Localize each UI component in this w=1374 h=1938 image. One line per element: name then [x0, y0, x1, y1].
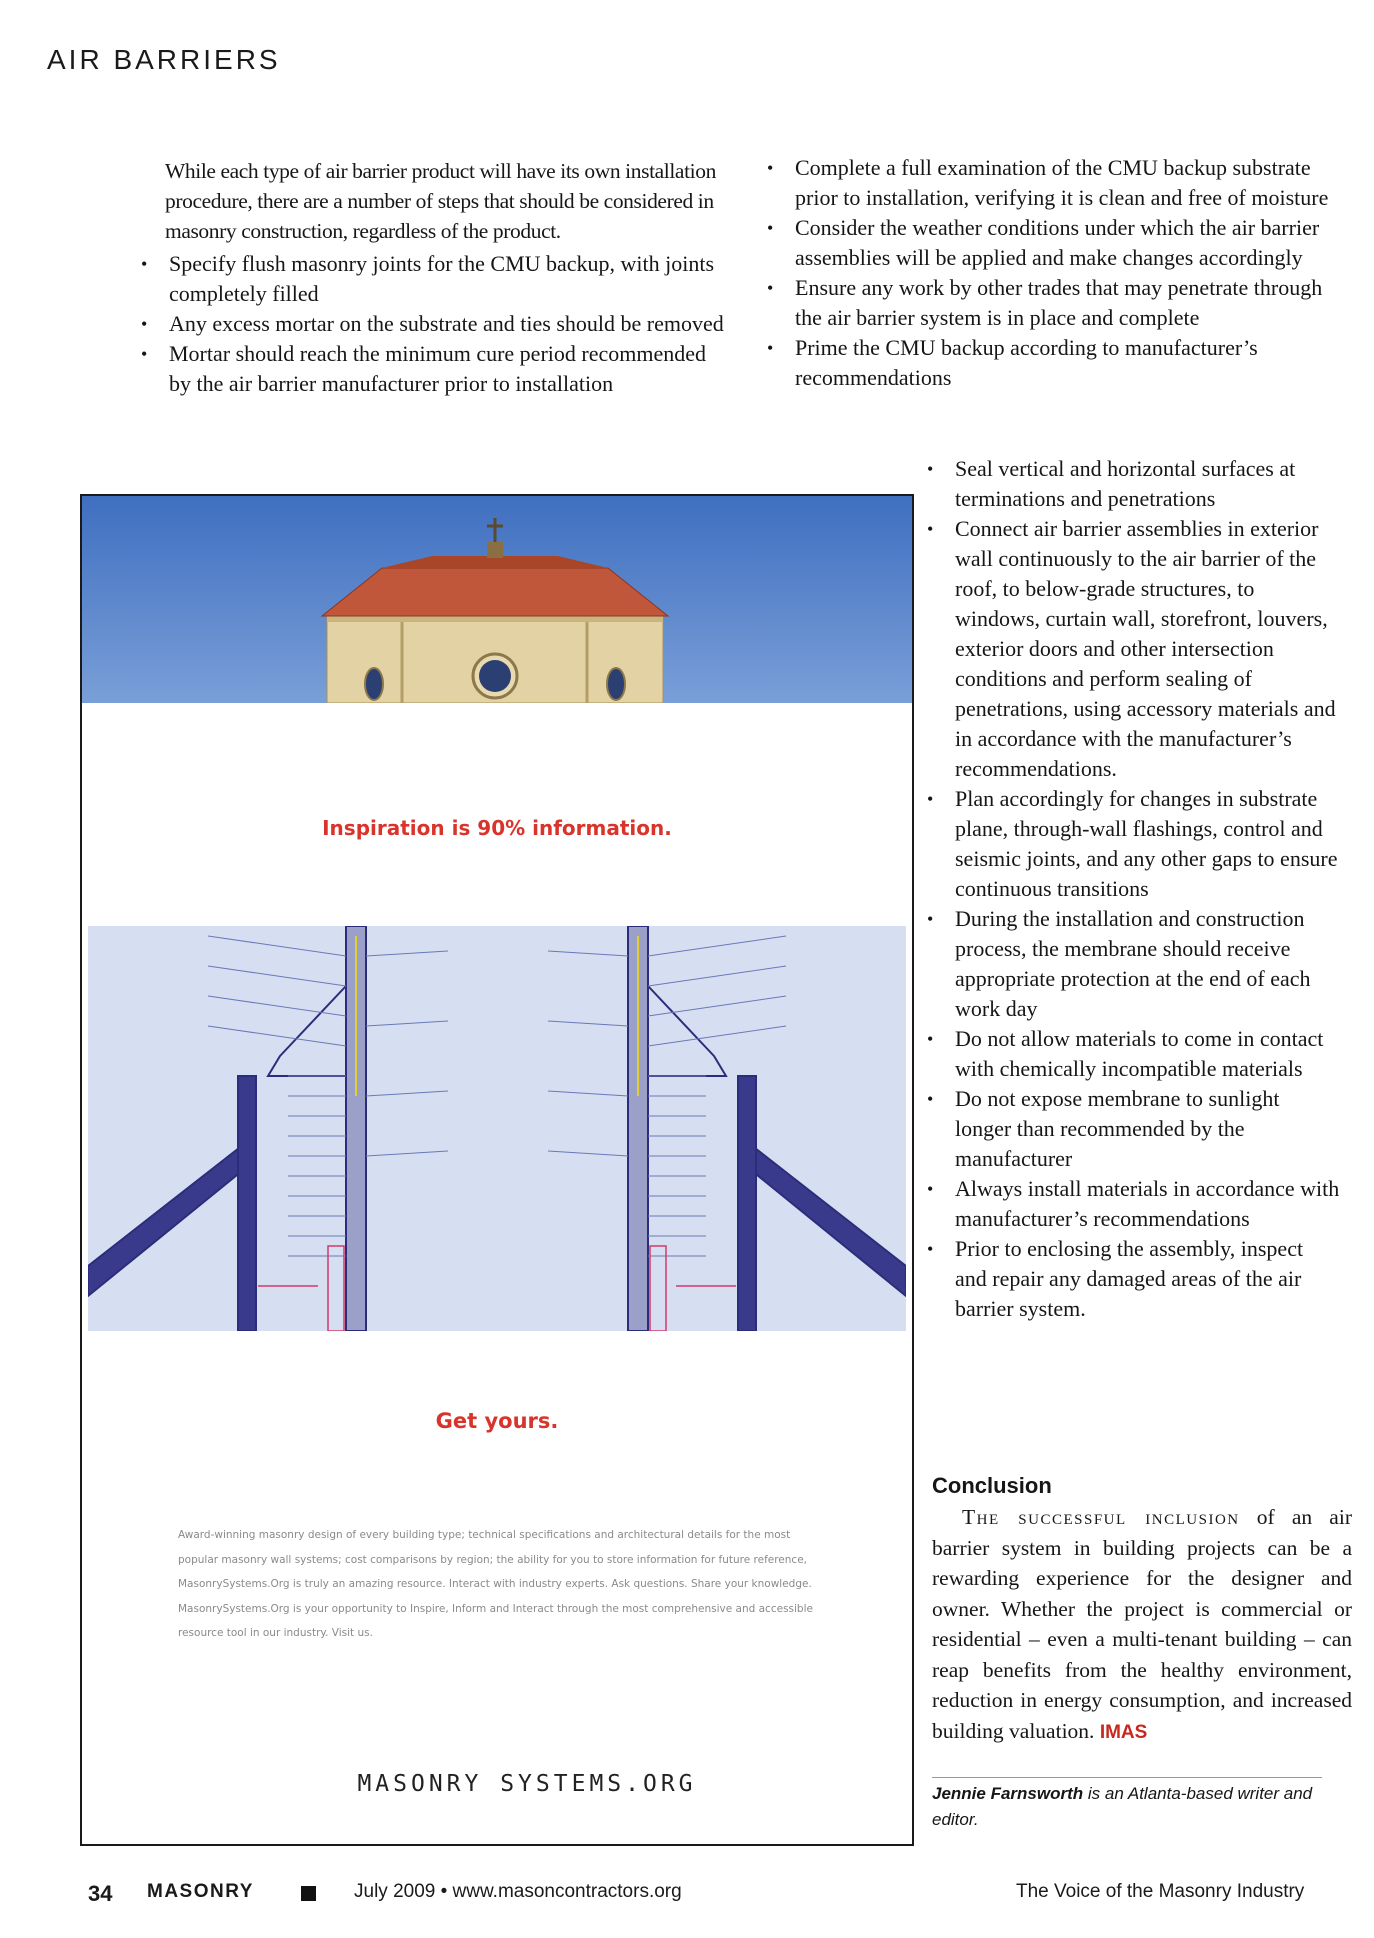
- advertisement[interactable]: [80, 494, 914, 1846]
- list-item: • Mortar should reach the minimum cure period recommended by the air barrier manufacturer prior to installation: [169, 339, 729, 399]
- ad-body-text: Award-winning masonry design of every building type; technical specifications and architectural details for the most popular masonry wall systems; cost comparisons by region; the ability for you to store information for future reference, MasonrySystems.Org is truly an amazing resource. Interact with industry experts. Ask questions. Share your knowledge. MasonrySystems.Org is your opportunity to Inspire, Inform and Interact through the most comprehensive and accessible resource tool in our industry. Visit us.: [178, 1529, 813, 1639]
- list-item: • Always install materials in accordance with manufacturer’s recommendations: [955, 1174, 1340, 1234]
- author-name: Jennie Farnsworth: [932, 1784, 1084, 1803]
- masonry-systems-logo[interactable]: MASONRY SYSTEMS.ORG: [357, 1771, 697, 1797]
- list-item: • Prior to enclosing the assembly, inspect and repair any damaged areas of the air barrier system.: [955, 1234, 1340, 1324]
- ad-cta: Get yours.: [435, 1409, 559, 1433]
- list-item: • Ensure any work by other trades that may penetrate through the air barrier system is in place and complete: [795, 273, 1335, 333]
- ad-headline: Inspiration is 90% information.: [322, 816, 672, 840]
- list-item: • Connect air barrier assemblies in exterior wall continuously to the air barrier of the roof, to below-grade structures, to windows, curtain wall, storefront, louvers, exterior doors and other intersection conditions and perform sealing of penetrations, using accessory materials and in accordance with the manufacturer’s recommendations.: [955, 514, 1340, 784]
- author-bio: is an Atlanta-based writer and editor.: [932, 1784, 1313, 1829]
- conclusion-paragraph: [932, 1502, 1352, 1748]
- steps-list-left: [169, 249, 729, 399]
- list-item: • During the installation and construction process, the membrane should receive appropriate protection at the end of each work day: [955, 904, 1340, 1024]
- steps-list-right: [955, 454, 1340, 1324]
- steps-list-right-top: [795, 153, 1335, 393]
- conclusion-lead: The successful inclusion: [962, 1505, 1240, 1529]
- end-mark: IMAS: [1099, 1721, 1148, 1743]
- list-item: • Any excess mortar on the substrate and ties should be removed: [169, 309, 729, 339]
- byline-divider: [932, 1777, 1322, 1778]
- magazine-name: MASONRY: [147, 1881, 254, 1902]
- footer-square-icon: [301, 1886, 316, 1901]
- ad-sky-photo: [82, 496, 912, 703]
- page-number: 34: [88, 1881, 113, 1906]
- list-item: • Do not expose membrane to sunlight longer than recommended by the manufacturer: [955, 1084, 1340, 1174]
- list-item: • Plan accordingly for changes in substrate plane, through-wall flashings, control and seismic joints, and any other gaps to ensure continuous transitions: [955, 784, 1340, 904]
- magazine-tagline: The Voice of the Masonry Industry: [1016, 1881, 1305, 1902]
- list-item: • Specify flush masonry joints for the CMU backup, with joints completely filled: [169, 249, 729, 309]
- conclusion-text: of an air barrier system in building projects can be a rewarding experience for the designer and owner. Whether the project is commercial or residential – even a multi-tenant building – can reap benefits from the healthy environment, reduction in energy consumption, and increased building valuation.: [932, 1505, 1352, 1743]
- issue-date-url: July 2009 • www.masoncontractors.org: [354, 1881, 682, 1902]
- conclusion-heading: Conclusion: [932, 1473, 1052, 1498]
- dome-illustration: [82, 496, 912, 703]
- section-header: AIR BARRIERS: [47, 44, 281, 75]
- list-item: • Do not allow materials to come in contact with chemically incompatible materials: [955, 1024, 1340, 1084]
- author-byline: [932, 1781, 1332, 1833]
- list-item: • Seal vertical and horizontal surfaces at terminations and penetrations: [955, 454, 1340, 514]
- list-item: • Prime the CMU backup according to manufacturer’s recommendations: [795, 333, 1335, 393]
- architectural-drawing: [88, 926, 906, 1331]
- list-item: • Complete a full examination of the CMU backup substrate prior to installation, verifying it is clean and free of moisture: [795, 153, 1335, 213]
- list-item: • Consider the weather conditions under which the air barrier assemblies will be applied and make changes accordingly: [795, 213, 1335, 273]
- intro-paragraph: While each type of air barrier product will have its own installation procedure, there are a number of steps that should be considered in masonry construction, regardless of the product.: [165, 159, 716, 243]
